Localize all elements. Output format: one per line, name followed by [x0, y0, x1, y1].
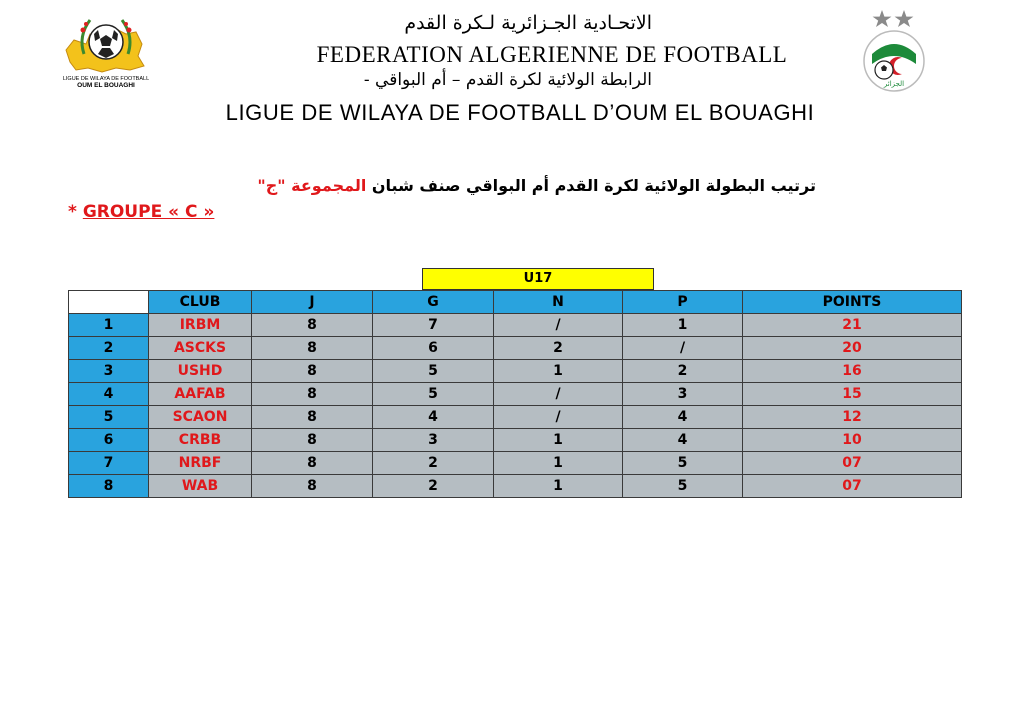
standings-title-group-word: المجموعة — [291, 176, 367, 195]
table-row — [69, 475, 962, 498]
points-cell: 16 — [743, 360, 962, 383]
table-row — [69, 314, 962, 337]
federation-name: FEDERATION ALGERIENNE DE FOOTBALL — [316, 42, 788, 67]
won-cell: 5 — [373, 360, 494, 383]
lost-cell: 3 — [623, 383, 743, 406]
drawn-cell: / — [494, 314, 623, 337]
table-row — [69, 429, 962, 452]
won-cell: 2 — [373, 452, 494, 475]
played-cell: 8 — [252, 452, 373, 475]
league-logo-caption-2: OUM EL BOUAGHI — [77, 82, 135, 90]
header-lost: P — [623, 291, 743, 314]
club-cell: ASCKS — [149, 337, 252, 360]
drawn-cell: 1 — [494, 429, 623, 452]
faf-emblem-caption: الجزائر — [883, 80, 905, 88]
header-club: CLUB — [149, 291, 252, 314]
won-cell: 2 — [373, 475, 494, 498]
points-cell: 07 — [743, 452, 962, 475]
club-cell: USHD — [149, 360, 252, 383]
table-row — [69, 337, 962, 360]
club-cell: WAB — [149, 475, 252, 498]
points-cell: 21 — [743, 314, 962, 337]
played-cell: 8 — [252, 383, 373, 406]
won-cell: 4 — [373, 406, 494, 429]
points-cell: 15 — [743, 383, 962, 406]
group-heading — [68, 202, 214, 222]
club-cell: SCAON — [149, 406, 252, 429]
header-played: J — [252, 291, 373, 314]
lost-cell: 4 — [623, 406, 743, 429]
lost-cell: 4 — [623, 429, 743, 452]
rank-cell: 2 — [69, 337, 149, 360]
rank-cell: 3 — [69, 360, 149, 383]
lost-cell: / — [623, 337, 743, 360]
table-row — [69, 406, 962, 429]
points-cell: 12 — [743, 406, 962, 429]
won-cell: 6 — [373, 337, 494, 360]
group-heading-label: GROUPE « C » — [82, 202, 215, 222]
rank-cell: 5 — [69, 406, 149, 429]
rank-cell: 4 — [69, 383, 149, 406]
points-cell: 07 — [743, 475, 962, 498]
arabic-league-name: الرابطة الولائية لكرة القدم – أم البواقي - — [363, 70, 652, 90]
club-cell: NRBF — [149, 452, 252, 475]
table-row — [69, 360, 962, 383]
league-logo-caption-1: LIGUE DE WILAYA DE FOOTBALL — [62, 76, 150, 82]
header-won: G — [373, 291, 494, 314]
won-cell: 3 — [373, 429, 494, 452]
drawn-cell: / — [494, 406, 623, 429]
header-drawn: N — [494, 291, 623, 314]
standings-title-group-code: "ج" — [257, 176, 286, 195]
played-cell: 8 — [252, 314, 373, 337]
club-cell: AAFAB — [149, 383, 252, 406]
club-cell: IRBM — [149, 314, 252, 337]
rank-cell: 8 — [69, 475, 149, 498]
lost-cell: 5 — [623, 475, 743, 498]
rank-cell: 1 — [69, 314, 149, 337]
table-header-row — [69, 291, 962, 314]
rank-cell: 7 — [69, 452, 149, 475]
header-rank-blank — [69, 291, 149, 314]
standings-title-text: ترتيب البطولة الولائية لكرة القدم أم البواقي صنف شبان — [371, 176, 816, 195]
standings-title-arabic — [257, 176, 816, 195]
points-cell: 10 — [743, 429, 962, 452]
header-points: POINTS — [743, 291, 962, 314]
lost-cell: 1 — [623, 314, 743, 337]
played-cell: 8 — [252, 360, 373, 383]
drawn-cell: / — [494, 383, 623, 406]
played-cell: 8 — [252, 429, 373, 452]
drawn-cell: 2 — [494, 337, 623, 360]
table-row — [69, 383, 962, 406]
arabic-federation-name: الاتحـادية الجـزائرية لـكرة القدم — [404, 12, 652, 34]
group-heading-bullet: * — [68, 202, 83, 222]
lost-cell: 2 — [623, 360, 743, 383]
drawn-cell: 1 — [494, 452, 623, 475]
points-cell: 20 — [743, 337, 962, 360]
club-cell: CRBB — [149, 429, 252, 452]
standings-table — [68, 290, 962, 498]
table-row — [69, 452, 962, 475]
category-label: U17 — [422, 268, 654, 290]
played-cell: 8 — [252, 475, 373, 498]
drawn-cell: 1 — [494, 360, 623, 383]
played-cell: 8 — [252, 406, 373, 429]
league-name: LIGUE DE WILAYA DE FOOTBALL D’OUM EL BOUAGHI — [225, 100, 815, 125]
lost-cell: 5 — [623, 452, 743, 475]
won-cell: 5 — [373, 383, 494, 406]
drawn-cell: 1 — [494, 475, 623, 498]
played-cell: 8 — [252, 337, 373, 360]
rank-cell: 6 — [69, 429, 149, 452]
won-cell: 7 — [373, 314, 494, 337]
